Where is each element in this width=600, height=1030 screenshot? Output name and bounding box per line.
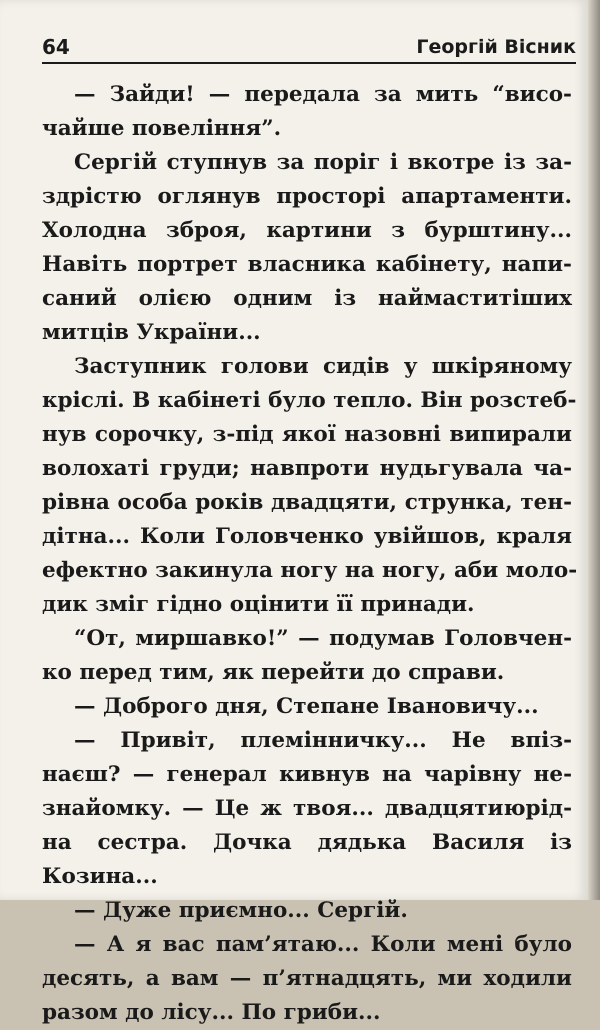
text-line: митців України... (42, 320, 261, 345)
page-number: 64 (42, 35, 70, 59)
text-line: Заступник голови сидів у шкіряному (74, 354, 572, 379)
text-line: разом до лісу... По гриби... (42, 1000, 381, 1025)
body-text (42, 78, 578, 1030)
text-line: знайомку. — Це ж твоя... двадцятиюрід- (42, 796, 572, 821)
text-line: саний олією одним із наймаститіших (42, 286, 572, 311)
text-line: здрістю оглянув просторі апартаменти. (42, 184, 572, 209)
text-line: Навіть портрет власника кабінету, напи- (42, 252, 572, 277)
text-line: чайше повеління”. (42, 116, 282, 141)
text-line: Холодна зброя, картини з бурштину... (42, 218, 572, 243)
text-line: кріслі. В кабінеті було тепло. Він розстеб- (42, 388, 577, 413)
page-edge (588, 0, 600, 900)
text-line: ефектно закинула ногу на ногу, аби моло- (42, 558, 578, 583)
text-line: — Привіт, племінничку... Не впіз- (74, 728, 572, 753)
text-line: нув сорочку, з-під якої назовні випирали (42, 422, 572, 447)
text-line: наєш? — генерал кивнув на чарівну не- (42, 762, 572, 787)
text-line: — Доброго дня, Степане Івановичу... (74, 694, 539, 719)
text-line: рівна особа років двадцяти, струнка, тен- (42, 490, 572, 515)
text-line: волохаті груди; навпроти нудьгувала ча- (42, 456, 572, 481)
text-line: ко перед тим, як перейти до справи. (42, 660, 505, 685)
text-line: — Дуже приємно... Сергій. (74, 898, 408, 923)
text-line: — А я вас пам’ятаю... Коли мені було (74, 932, 572, 957)
text-line: дітна... Коли Головченко увійшов, краля (42, 524, 572, 549)
text-line: десять, а вам — п’ятнадцять, ми ходили (42, 966, 572, 991)
text-line: “От, миршавко!” — подумав Головчен- (74, 626, 572, 651)
running-head-author: Георгій Вісник (416, 36, 576, 58)
text-line: — Зайди! — передала за мить “висо- (74, 82, 572, 107)
text-line: на сестра. Дочка дядька Василя із (42, 830, 572, 855)
text-line: Козина... (42, 864, 158, 889)
text-line: дик зміг гідно оцінити її принади. (42, 592, 475, 617)
text-line: Сергій ступнув за поріг і вкотре із за- (74, 150, 572, 175)
page-header (42, 34, 576, 64)
